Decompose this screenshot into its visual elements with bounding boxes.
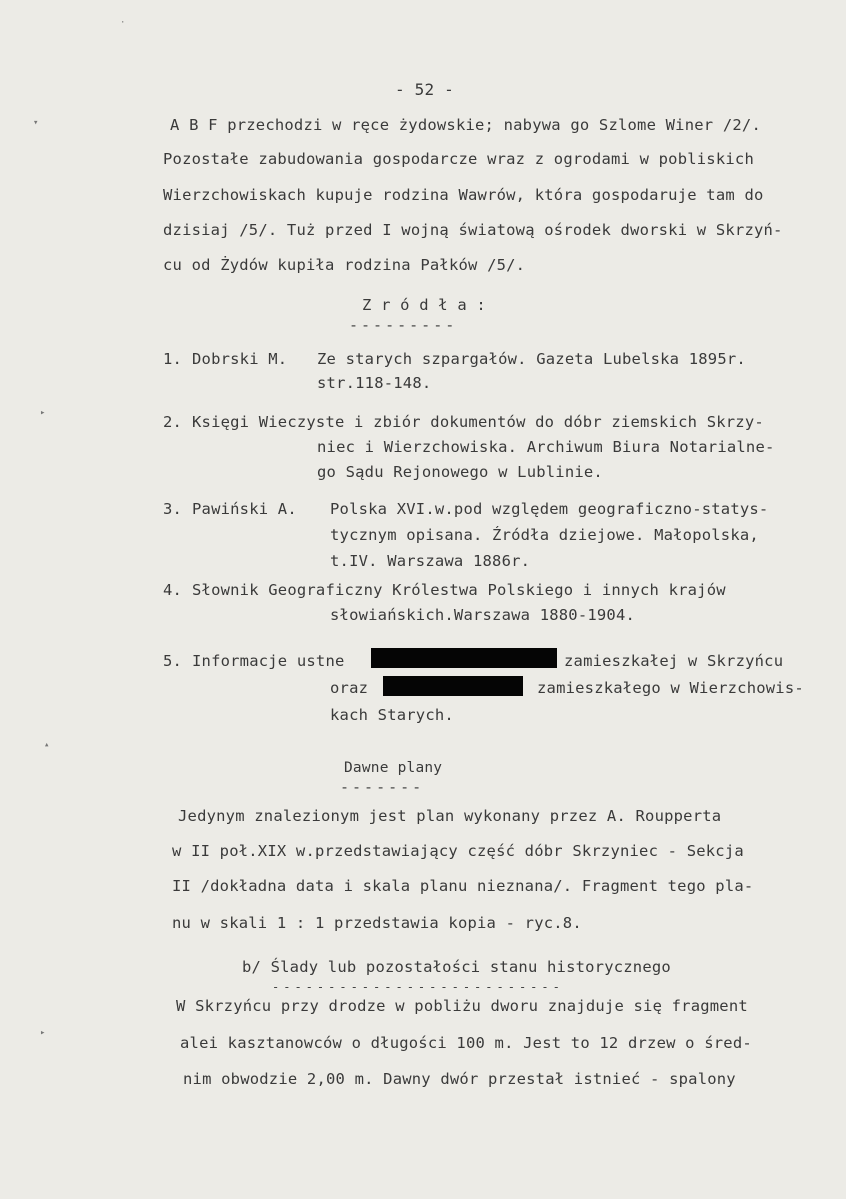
scan-speck: ▸ [40, 1028, 46, 1038]
source-author: Pawiński A. [192, 500, 297, 518]
redaction-bar [383, 676, 523, 696]
text-line: w II poł.XIX w.przedstawiający część dóbr Skrzyniec - Sekcja [172, 842, 744, 860]
source-number: 5. [163, 652, 183, 670]
source-text: słowiańskich.Warszawa 1880-1904. [330, 606, 636, 624]
source-text: niec i Wierzchowiska. Archiwum Biura Notarialne- [317, 438, 775, 456]
source-author: Dobrski M. [192, 350, 288, 368]
scan-speck: ▴ [44, 740, 50, 750]
page-number: - 52 - [395, 80, 454, 99]
source-text: Słownik Geograficzny Królestwa Polskiego i innych krajów [192, 581, 726, 599]
sources-underline: --------- [349, 316, 458, 334]
source-text: str.118-148. [317, 374, 432, 392]
source-text: kach Starych. [330, 706, 454, 724]
text-line: cu od Żydów kupiła rodzina Pałków /5/. [163, 256, 526, 274]
traces-underline: -------------------------- [272, 980, 564, 994]
plans-heading: Dawne plany [344, 760, 443, 776]
source-text: Informacje ustne [192, 652, 345, 670]
scan-speck: ▾ [33, 118, 39, 128]
source-number: 2. [163, 413, 183, 431]
source-text: Polska XVI.w.pod względem geograficzno-statys- [330, 500, 769, 518]
plans-underline: ------- [340, 778, 425, 796]
source-text: zamieszkałej w Skrzyńcu [564, 652, 784, 670]
source-number: 4. [163, 581, 183, 599]
traces-heading: b/ Ślady lub pozostałości stanu historycznego [242, 958, 671, 976]
scan-speck: ▸ [40, 408, 46, 418]
source-text: tycznym opisana. Źródła dziejowe. Małopolska, [330, 526, 759, 544]
text-line: Jedynym znalezionym jest plan wykonany przez A. Roupperta [178, 807, 722, 825]
source-number: 3. [163, 500, 183, 518]
text-line: A B F przechodzi w ręce żydowskie; nabywa go Szlome Winer /2/. [170, 116, 761, 134]
text-line: II /dokładna data i skala planu nieznana/. Fragment tego pla- [172, 877, 754, 895]
text-line: nu w skali 1 : 1 przedstawia kopia - ryc.8. [172, 914, 582, 932]
source-text: go Sądu Rejonowego w Lublinie. [317, 463, 603, 481]
source-text: Ze starych szpargałów. Gazeta Lubelska 1895r. [317, 350, 746, 368]
text-line: Pozostałe zabudowania gospodarcze wraz z ogrodami w pobliskich [163, 150, 754, 168]
text-line: W Skrzyńcu przy drodze w pobliżu dworu znajduje się fragment [176, 997, 748, 1015]
text-line: nim obwodzie 2,00 m. Dawny dwór przestał istnieć - spalony [183, 1070, 736, 1088]
source-text: Księgi Wieczyste i zbiór dokumentów do dóbr ziemskich Skrzy- [192, 413, 764, 431]
redaction-bar [371, 648, 557, 668]
sources-heading: Z r ó d ł a : [362, 296, 486, 314]
source-text: t.IV. Warszawa 1886r. [330, 552, 531, 570]
text-line: dzisiaj /5/. Tuż przed I wojną światową ośrodek dworski w Skrzyń- [163, 221, 783, 239]
source-text: zamieszkałego w Wierzchowis- [537, 679, 804, 697]
text-line: Wierzchowiskach kupuje rodzina Wawrów, która gospodaruje tam do [163, 186, 764, 204]
text-line: alei kasztanowców o długości 100 m. Jest to 12 drzew o śred- [180, 1034, 752, 1052]
scan-speck: · [120, 18, 126, 28]
source-number: 1. [163, 350, 183, 368]
source-text: oraz [330, 679, 369, 697]
